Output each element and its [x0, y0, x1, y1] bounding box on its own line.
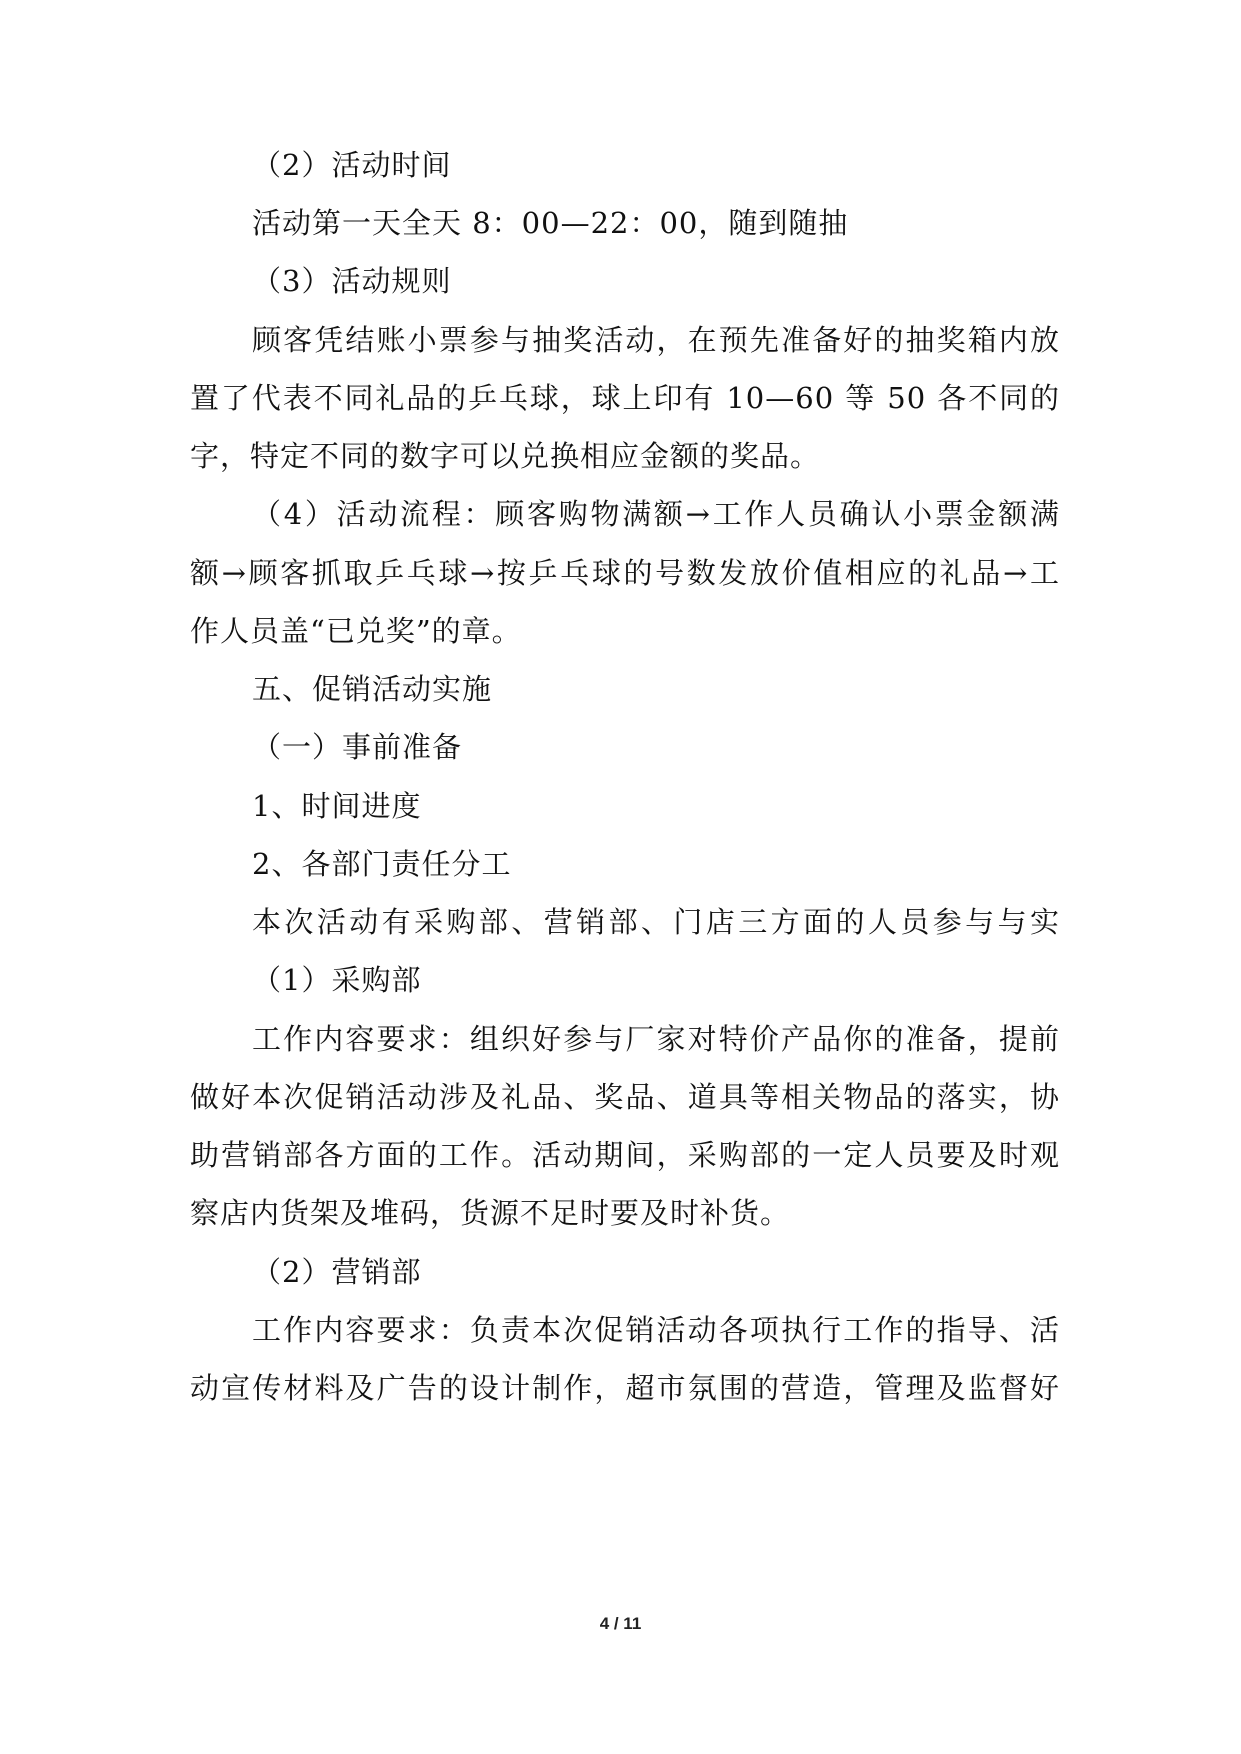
paragraph-line: 助营销部各方面的工作。活动期间，采购部的一定人员要及时观 [190, 1138, 1060, 1172]
subsection-heading-marketing: （2）营销部 [252, 1255, 422, 1289]
paragraph-line: 本次活动有采购部、营销部、门店三方面的人员参与与实 [252, 905, 1060, 939]
subsection-heading-activity-rules: （3）活动规则 [252, 264, 452, 298]
subsection-heading-activity-time: （2）活动时间 [252, 148, 452, 182]
paragraph-line: 工作内容要求：负责本次促销活动各项执行工作的指导、活 [252, 1313, 1060, 1347]
paragraph-line: 作人员盖“已兑奖”的章。 [190, 614, 522, 648]
paragraph-line: 活动第一天全天 8：00—22：00，随到随抽 [252, 206, 849, 240]
paragraph-line: 动宣传材料及广告的设计制作，超市氛围的营造，管理及监督好 [190, 1371, 1060, 1405]
paragraph-line: 顾客凭结账小票参与抽奖活动，在预先准备好的抽奖箱内放 [252, 323, 1060, 357]
list-item-department-duties: 2、各部门责任分工 [252, 847, 512, 881]
subsection-heading-preparation: （一）事前准备 [252, 730, 463, 764]
page-number: 4 / 11 [599, 1614, 642, 1633]
paragraph-line: 字，特定不同的数字可以兑换相应金额的奖品。 [190, 439, 821, 473]
paragraph-line: 工作内容要求：组织好参与厂家对特价产品你的准备，提前 [252, 1022, 1060, 1056]
paragraph-line: （4）活动流程：顾客购物满额→工作人员确认小票金额满 [252, 497, 1060, 531]
list-item-time-schedule: 1、时间进度 [252, 789, 422, 823]
subsection-heading-purchasing: （1）采购部 [252, 963, 422, 997]
paragraph-line: 额→顾客抓取乒乓球→按乒乓球的号数发放价值相应的礼品→工 [190, 556, 1060, 590]
paragraph-line: 做好本次促销活动涉及礼品、奖品、道具等相关物品的落实，协 [190, 1080, 1060, 1114]
section-heading-implementation: 五、促销活动实施 [252, 672, 493, 706]
paragraph-line: 置了代表不同礼品的乒乓球，球上印有 10—60 等 50 各不同的 [190, 381, 1060, 415]
paragraph-line: 察店内货架及堆码，货源不足时要及时补货。 [190, 1196, 791, 1230]
